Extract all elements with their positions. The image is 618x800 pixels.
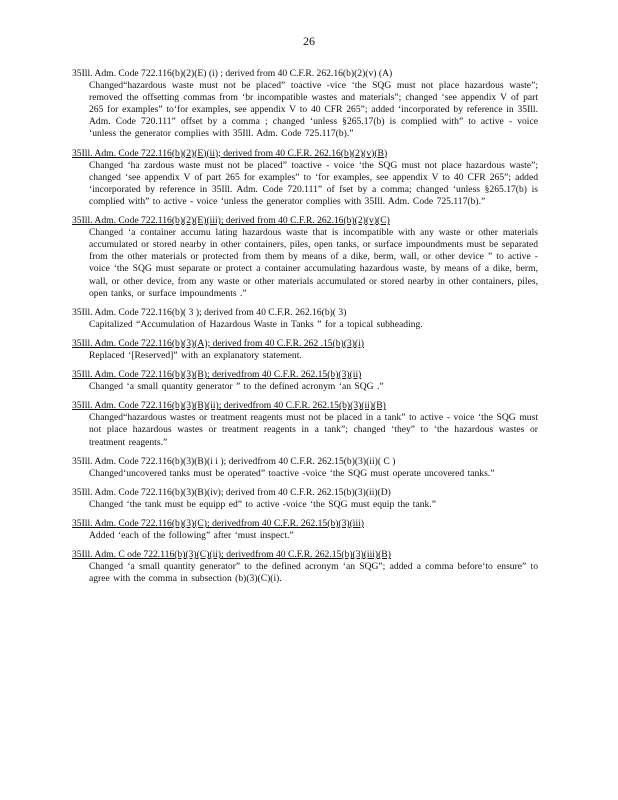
entry-description: Changed ‘a small quantity generator ” to the defined acronym ‘an SQG .”: [89, 381, 384, 393]
entry-citation: 35Ill. Adm. Code 722.116(b)(3)(B)(iv); derived from 40 C.F.R. 262.15(b)(3)(ii)(D): [72, 486, 391, 498]
entry-description: Capitalized “Accumulation of Hazardous Waste in Tanks ” for a topical subheading.: [89, 318, 423, 330]
entry-description: Changed ‘ha zardous waste must not be placed” toactive - voice ‘the SQG must not place hazardous waste”; changed ‘see appendix V of part 265 for examples” to ‘for examples, see appendix V to 40 CFR 265”; added ‘incorporated by reference in 35Ill. Adm. Code 720.111” of fset by a comma; changed ‘unless §265.17(b) is complied with” to active - voice ‘unless the generator complies with 35Ill. Adm. Code 725.117(b).”: [89, 159, 538, 207]
entry-description: Changed“hazardous waste must not be placed” toactive -vice ‘the SQG must not place hazardous waste”; removed the offsetting commas from ‘br incompatible wastes and materials”; changed ‘see appendix V of part 265 for examples” to‘for examples, see appendix V to 40 CFR 265”; added ‘incorporated by reference in 35Ill. Adm. Code 720.111” offset by a comma ; changed ‘unless §265.17(b) is complied with” to active - voice ‘unless the generator complies with 35Ill. Adm. Code 725.117(b).”: [89, 80, 538, 140]
change-entry: [72, 400, 538, 448]
change-entry: [72, 148, 538, 208]
entry-citation: 35Ill. Adm. Code 722.116(b)(2)(E)(ii); derived from 40 C.F.R. 262.16(b)(2)(v)(B): [72, 147, 388, 159]
entry-description: Added ‘each of the following” after ‘must inspect.”: [89, 530, 294, 542]
entry-description: Changed“hazardous wastes or treatment reagents must not be placed in a tank” to active - voice ‘the SQG must not place hazardous wastes or treatment reagents in a tank”; changed ‘they” to ‘the hazardous wastes or treatment reagents.”: [89, 412, 538, 448]
entry-citation: 35Ill. Adm. Code 722.116(b)(3)(B); derivedfrom 40 C.F.R. 262.15(b)(3)(ii): [72, 369, 362, 381]
change-entry: [72, 456, 538, 480]
entry-description: Changed ‘the tank must be equipp ed” to active -voice ‘the SQG must equip the tank.”: [89, 498, 436, 510]
change-entry: [72, 549, 538, 585]
entry-citation: 35Ill. Adm. Code 722.116(b)( 3 ); derived from 40 C.F.R. 262.16(b)( 3): [72, 306, 347, 318]
change-entry: [72, 215, 538, 300]
entry-citation: 35Ill. Adm. Code 722.116(b)(3)(B)(i i ); derivedfrom 40 C.F.R. 262.15(b)(3)(ii)( C ): [72, 455, 396, 467]
change-entry: [72, 307, 538, 331]
entry-description: Changed‘uncovered tanks must be operated” toactive -voice ‘the SQG must operate uncovered tanks.”: [89, 467, 495, 479]
change-entry: [72, 369, 538, 393]
page-number: 26: [303, 34, 315, 48]
entry-description: Changed ‘a container accumu lating hazardous waste that is incompatible with any waste or other materials accumulated or stored nearby in other containers, piles, open tanks, or surface impoundments must be separated from the other materials or protected from them by means of a dike, berm, wall, or other device ” to active -voice ‘the SQG must separate or protect a container accumulating hazardous waste, by means of a dike, berm, wall, or other device, from any waste or other materials accumulated or stored nearby in other containers, piles, open tanks, or surface impoundments .”: [89, 227, 538, 299]
change-entry: [72, 338, 538, 362]
entry-citation: 35Ill. Adm. Code 722.116(b)(3)(C); derivedfrom 40 C.F.R. 262.15(b)(3)(iii): [72, 518, 364, 529]
entry-citation: 35Ill. Adm. Code 722.116(b)(2)(E) (i) ; derived from 40 C.F.R. 262.16(b)(2)(v) (A): [72, 68, 393, 79]
change-entry: [72, 487, 538, 511]
entry-citation: 35Ill. Adm. Code 722.116(b)(3)(A); derived from 40 C.F.R. 262 .15(b)(3)(i): [72, 337, 364, 349]
entry-description: Replaced ‘[Reserved]” with an explanatory statement.: [89, 349, 302, 361]
change-entry: [72, 518, 538, 542]
change-entry: [72, 68, 538, 141]
entry-citation: 35Ill. Adm. C ode 722.116(b)(3)(C)(ii); derivedfrom 40 C.F.R. 262.15(b)(3)(iii)(B): [72, 549, 391, 561]
entry-citation: 35Ill. Adm. Code 722.116(b)(3)(B)(ii); derivedfrom 40 C.F.R. 262.15(b)(3)(ii)(B): [72, 400, 386, 412]
change-entries: [72, 68, 538, 592]
entry-citation: 35Ill. Adm. Code 722.116(b)(2)(E)(iii); derived from 40 C.F.R. 262.16(b)(2)(v)(C): [72, 215, 390, 227]
entry-description: Changed ‘a small quantity generator” to the defined acronym ‘an SQG”; added a comma before‘to ensure” to agree with the comma in subsection (b)(3)(C)(i).: [89, 561, 538, 585]
